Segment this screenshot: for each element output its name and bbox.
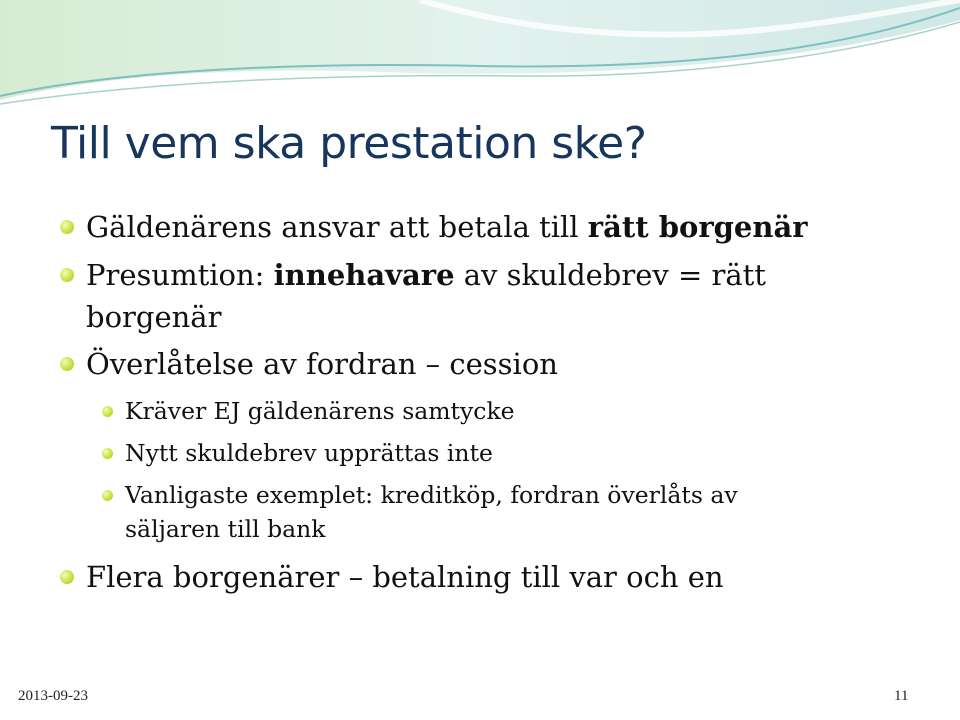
slide-title: Till vem ska prestation ske? (51, 118, 647, 169)
sub-bullet-item: Nytt skuldebrev upprättas inte (125, 439, 493, 467)
slide-number: 11 (894, 688, 909, 704)
header-wave-decoration (0, 0, 960, 110)
bullet-icon (60, 220, 74, 234)
bullet-icon (60, 570, 74, 584)
bullet-text: av skuldebrev = rätt (454, 258, 766, 292)
bullet-text: Gäldenärens ansvar att betala till (86, 210, 588, 244)
bullet-icon (60, 268, 74, 282)
sub-bullet-continuation: säljaren till bank (125, 515, 326, 543)
bullet-bold-text: innehavare (273, 258, 455, 292)
bullet-item: Överlåtelse av fordran – cession (86, 347, 558, 381)
bullet-text: Presumtion: (86, 258, 274, 292)
sub-bullet-icon (102, 490, 113, 501)
sub-bullet-icon (102, 406, 113, 417)
sub-bullet-item: Kräver EJ gäldenärens samtycke (125, 397, 515, 425)
footer-date: 2013-09-23 (18, 688, 88, 704)
sub-bullet-icon (102, 448, 113, 459)
bullet-item: Flera borgenärer – betalning till var och en (86, 560, 724, 594)
bullet-item (86, 205, 808, 249)
bullet-icon (60, 357, 74, 371)
bullet-item (86, 253, 766, 297)
sub-bullet-item: Vanligaste exemplet: kreditköp, fordran överlåts av (125, 481, 738, 509)
bullet-bold-text: rätt borgenär (587, 210, 808, 244)
bullet-continuation: borgenär (86, 300, 222, 334)
